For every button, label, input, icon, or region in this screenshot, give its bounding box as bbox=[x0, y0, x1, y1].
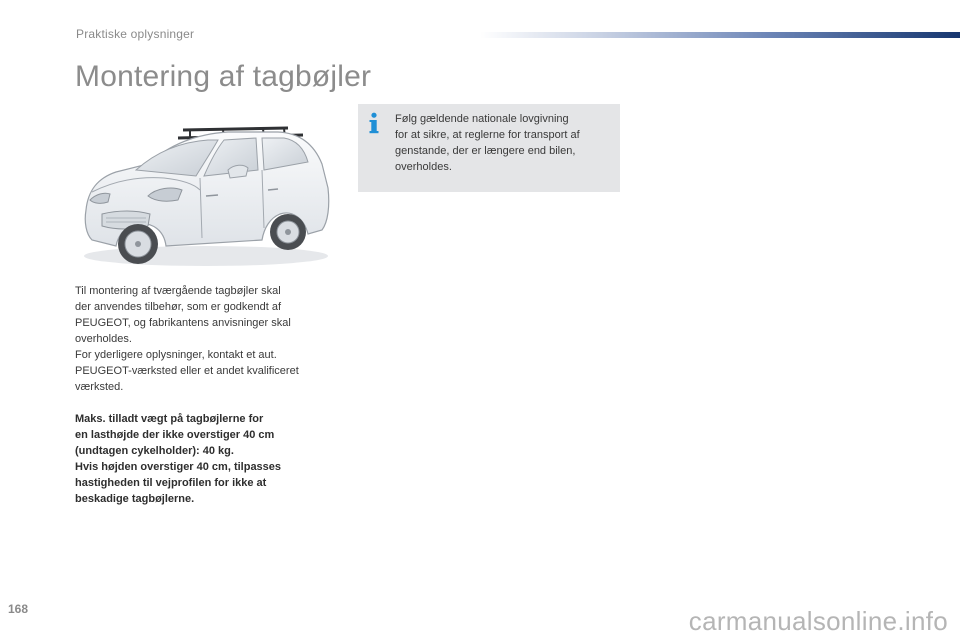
page-title: Montering af tagbøjler bbox=[75, 60, 372, 93]
info-icon bbox=[368, 112, 380, 134]
page-number: 168 bbox=[8, 602, 29, 616]
info-text: Følg gældende nationale lovgivning for at sikre, at reglerne for transport af genstande, der er længere end bilen, overholdes. bbox=[395, 113, 580, 173]
info-box bbox=[358, 104, 620, 192]
load-warning-text: Maks. tilladt vægt på tagbøjlerne for en lasthøjde der ikke overstiger 40 cm (undtagen cykelholder): 40 kg. Hvis højden overstiger 40 cm, tilpasses hastigheden til vejprofilen for ikke at beskadige tagbøjlerne. bbox=[75, 413, 282, 505]
mounting-instructions-paragraph: Til montering af tværgående tagbøjler skal der anvendes tilbehør, som er godkendt af PEUGEOT, og fabrikantens anvisninger skal overholdes. For yderligere oplysninger, kontakt et aut. PEUGEOT-værksted eller et andet kvalificeret værksted. bbox=[75, 285, 299, 393]
header-gradient-bar bbox=[480, 32, 960, 38]
watermark: carmanualsonline.info bbox=[688, 606, 948, 636]
load-warning bbox=[75, 411, 345, 507]
section-header: Praktiske oplysninger bbox=[76, 27, 195, 41]
body-text bbox=[75, 283, 345, 395]
car-with-roof-bars-illustration bbox=[78, 118, 334, 270]
